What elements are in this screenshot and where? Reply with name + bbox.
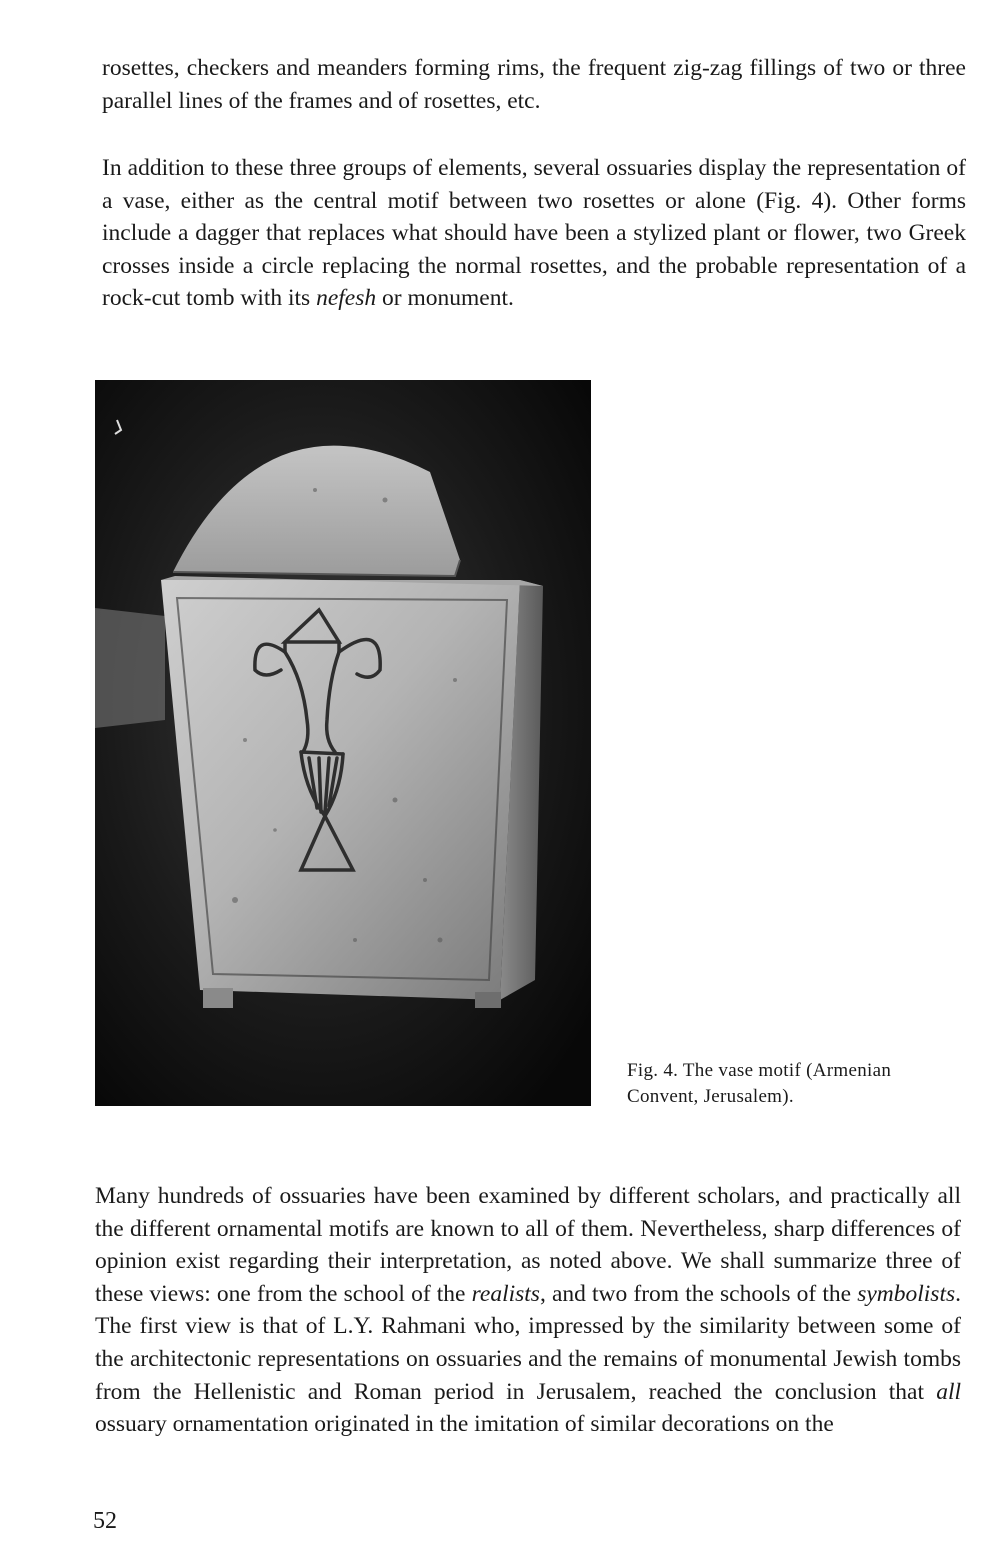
paragraph-text: ossuary ornamentation originated in the imitation of similar decorations on the xyxy=(95,1411,834,1438)
paragraph-text: , and two from the schools of the xyxy=(539,1280,858,1307)
paragraph-vase-representation xyxy=(102,152,966,315)
italic-term: realists xyxy=(471,1280,540,1307)
figure-caption xyxy=(627,1058,967,1110)
caption-line: Convent, Jerusalem). xyxy=(627,1086,794,1107)
paragraph-text: Many hundreds of ossuaries have been examined by different scholars, and practically all the different ornamental motifs are known to all of them. Nevertheless, sharp differences of opinion exist regarding their interpretation, as noted above. We shall summarize three of these views: one from the school of the xyxy=(95,1183,961,1307)
paragraph-text: . The first view is that of L.Y. Rahmani who, impressed by the similarity between some of the architectonic representations on ossuaries and the remains of monumental Jewish tombs from the Hellenistic and Roman period in Jerusalem, reached the conclusion that xyxy=(95,1280,961,1405)
paragraph-text: or monument. xyxy=(376,285,514,312)
italic-term: symbolists xyxy=(857,1280,956,1307)
paragraph-text: In addition to these three groups of elements, several ossuaries display the representation of a vase, either as the central motif between two rosettes or alone (Fig. 4). Other forms include a dagger that replaces what should have been a stylized plant or flower, two Greek crosses inside a circle replacing the normal rosettes, and the probable representation of a rock-cut tomb with its xyxy=(102,155,966,312)
page-number: 52 xyxy=(93,1508,117,1534)
caption-line: Fig. 4. The vase motif (Armenian xyxy=(627,1060,892,1081)
italic-term: all xyxy=(936,1378,961,1405)
ossuary-photograph xyxy=(95,380,591,1106)
italic-term: nefesh xyxy=(316,285,377,312)
paragraph-interpretations xyxy=(95,1180,961,1441)
paragraph-rosettes xyxy=(102,52,966,117)
paragraph-text: rosettes, checkers and meanders forming rims, the frequent zig-zag fillings of two or three parallel lines of the frames and of rosettes, etc. xyxy=(102,55,966,114)
